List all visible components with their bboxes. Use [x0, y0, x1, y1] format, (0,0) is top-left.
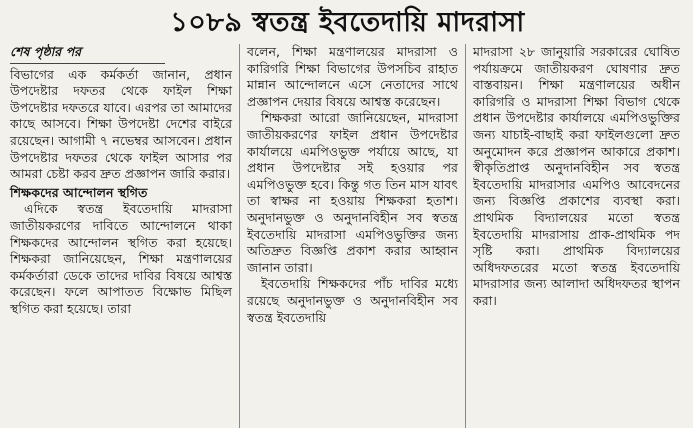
continued-from-label: শেষ পৃষ্ঠার পর: [10, 44, 82, 59]
headline: ১০৮৯ স্বতন্ত্র ইবতেদায়ি মাদরাসা: [170, 7, 525, 38]
article-columns: [8, 44, 687, 428]
paragraph: এদিকে স্বতন্ত্র ইবতেদায়ি মাদরাসা জাতীয়করণের দাবিতে আন্দোলনে থাকা শিক্ষকদের আন্দোলন স্থগিত করা হয়েছে। শিক্ষকরা জানিয়েছেন, শিক্ষা মন্ত্রণালয়ের কর্মকর্তারা ডেকে তাদের দাবির বিষয়ে আশ্বস্ত করেছেন। ফলে আপাতত বিক্ষোভ মিছিল স্থগিত করা হয়েছে। তারা: [10, 201, 232, 316]
paragraph: ইবতেদায়ি শিক্ষকদের পাঁচ দাবির মধ্যে রয়েছে অনুদানভুক্ত ও অনুদানবিহীন সব স্বতন্ত্র ইবতেদায়ি: [247, 276, 458, 325]
subheading: শিক্ষকদের আন্দোলন স্থগিত: [10, 184, 148, 200]
column-3: [465, 44, 687, 428]
paragraph: বিভাগের এক কর্মকর্তা জানান, প্রধান উপদেষ্টার দফতর থেকে ফাইল শিক্ষা উপদেষ্টার দফতরে যাবে। এরপর তা আমাদের কাছে আসবে। শিক্ষা উপদেষ্টা দেশের বাইরে রয়েছেন। আগামী ৭ নভেম্বর আসবেন। প্রধান উপদেষ্টার দফতর থেকে ফাইল আসার পর আমরা চেষ্টা করব দ্রুত প্রজ্ঞাপন জারি করার।: [10, 66, 232, 182]
column-1: [8, 44, 239, 428]
paragraph: শিক্ষকরা আরো জানিয়েছেন, মাদরাসা জাতীয়করণের ফাইল প্রধান উপদেষ্টার কার্যালয়ে এমপিওভুক্ত পর্যায়ে আছে, যা প্রধান উপদেষ্টার সই হওয়ার পর এমপিওভুক্ত হবে। কিন্তু গত তিন মাস যাবৎ তা স্বাক্ষর না হওয়ায় শিক্ষকরা হতাশ। অনুদানভুক্ত ও অনুদানবিহীন সব স্বতন্ত্র ইবতেদায়ি মাদরাসা এমপিওভুক্তির জন্য অতিদ্রুত বিজ্ঞপ্তি প্রকাশ করার আহ্বান জানান তারা।: [247, 110, 458, 275]
column-2: [239, 44, 465, 428]
paragraph: মাদরাসা ২৮ জানুয়ারি সরকারের ঘোষিত পর্যায়ক্রমে জাতীয়করণ ঘোষণার দ্রুত বাস্তবায়ন। শিক্ষা মন্ত্রণালয়ের অধীন কারিগরি ও মাদরাসা শিক্ষা বিভাগ থেকে প্রধান উপদেষ্টার কার্যালয়ে এমপিওভুক্তির জন্য যাচাই-বাছাই করা ফাইলগুলো দ্রুত অনুমোদন করে প্রজ্ঞাপন আকারে প্রকাশ। স্বীকৃতিপ্রাপ্ত অনুদানবিহীন সব স্বতন্ত্র ইবতেদায়ি মাদরাসার এমপিও আবেদনের জন্য বিজ্ঞপ্তি প্রকাশের ব্যবস্থা করা। প্রাথমিক বিদ্যালয়ের মতো স্বতন্ত্র ইবতেদায়ি মাদরাসায় প্রাক-প্রাথমিক পদ সৃষ্টি করা। প্রাথমিক বিদ্যালয়ের অধিদফতরের মতো স্বতন্ত্র ইবতেদায়ি মাদরাসার জন্য আলাদা অধিদফতর স্থাপন করা।: [473, 44, 680, 308]
paragraph: বলেন, শিক্ষা মন্ত্রণালয়ের মাদরাসা ও কারিগরি শিক্ষা বিভাগের উপসচিব রাহাত মান্নান আন্দোলনে এসে নেতাদের সাথে প্রজ্ঞাপন দেয়ার বিষয়ে আশ্বস্ত করেছেন।: [247, 44, 458, 109]
kicker-divider: [10, 63, 165, 64]
